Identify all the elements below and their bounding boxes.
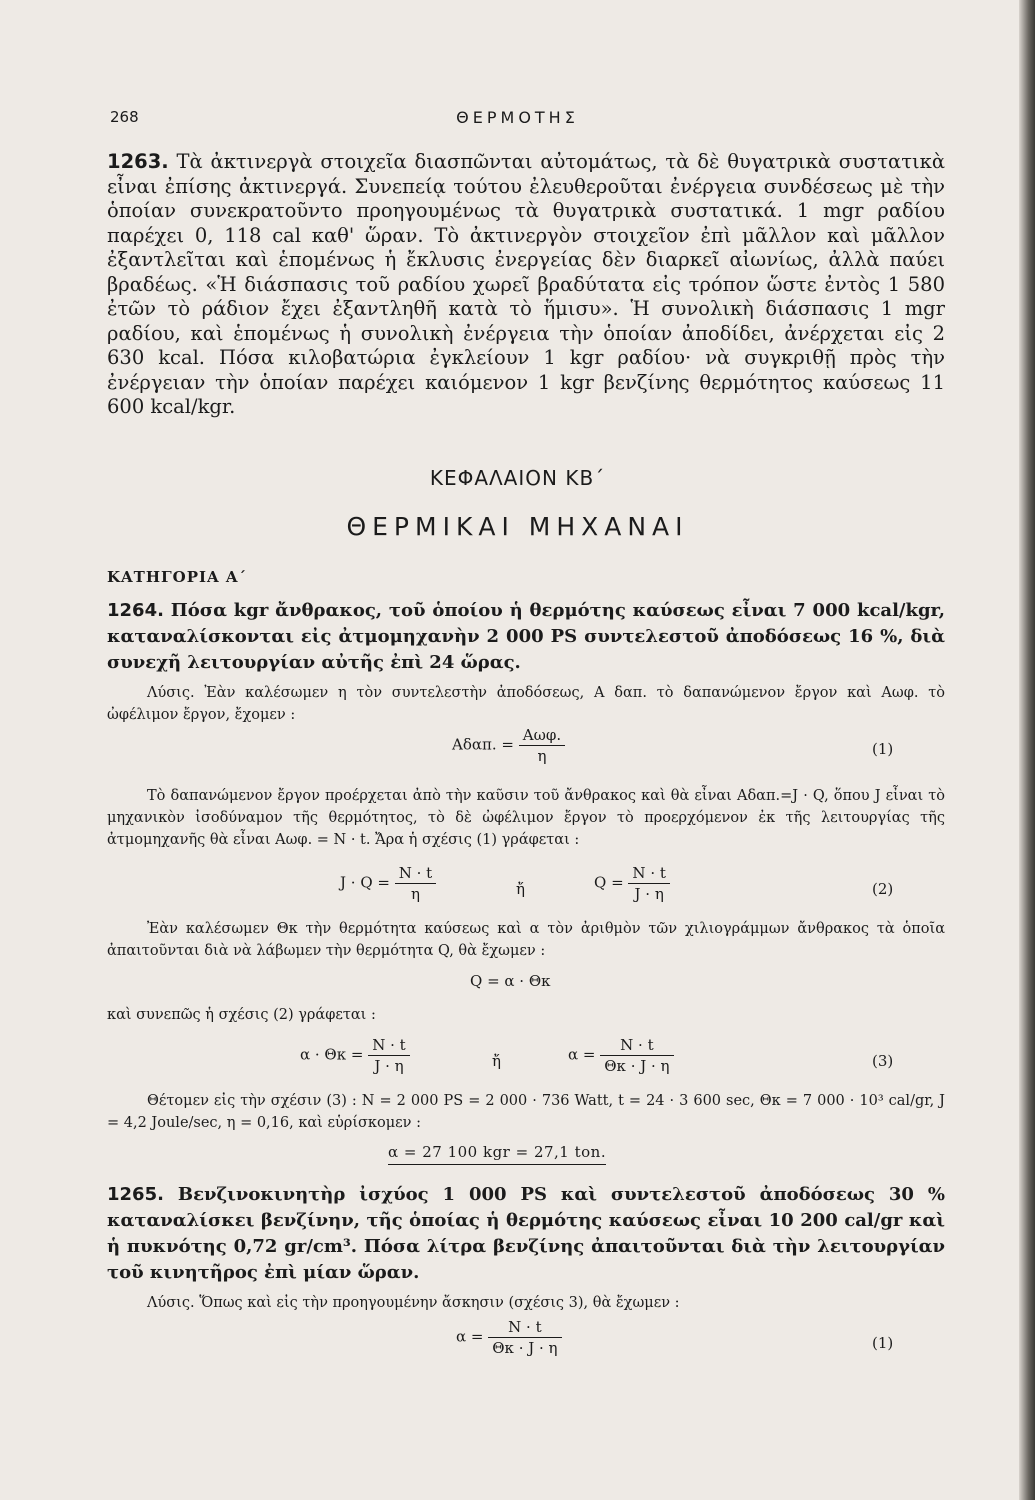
- exercise-1263: [107, 150, 945, 420]
- equation-or: ἤ: [492, 1052, 501, 1070]
- fraction-denominator: η: [519, 745, 565, 765]
- solution-text: Ἐὰν καλέσωμεν η τὸν συντελεστὴν ἀποδόσεως, A δαπ. τὸ δαπανώμενον ἔργον καὶ Aωφ. τὸ ὠφέλιμον ἔργον, ἔχομεν :: [107, 685, 946, 723]
- solution-text: καὶ συνεπῶς ἡ σχέσις (2) γράφεται :: [107, 1007, 376, 1023]
- equation-number: (1): [872, 740, 894, 758]
- fraction-numerator: N · t: [398, 864, 433, 882]
- equation-fraction: [368, 1036, 409, 1075]
- fraction-denominator: J · η: [628, 883, 669, 903]
- equation-lhs: α =: [568, 1045, 596, 1064]
- fraction-numerator: Aωφ.: [522, 726, 562, 744]
- equation-fraction: [519, 726, 565, 765]
- solution-text: Θέτομεν εἰς τὴν σχέσιν (3) : N = 2 000 PS = 2 000 · 736 Watt, t = 24 · 3 600 sec, Θκ = 7 000 · 10³ cal/gr, J = 4,2 Joule/sec, η = 0,16, καὶ εὑρίσκομεν :: [107, 1093, 945, 1131]
- solution-1264-intro: [107, 682, 945, 726]
- equation-number: (1): [872, 1334, 894, 1352]
- exercise-text: Τὰ ἀκτινεργὰ στοιχεῖα διασπῶνται αὐτομάτως, τὰ δὲ θυγατρικὰ συστατικὰ εἶναι ἐπίσης ἀκτινεργά. Συνεπείᾳ τούτου ἐλευθεροῦται ἐνέργεια συνδέσεως μὲ τὴν ὁποίαν συνεκρατοῦντο προηγουμένως τὰ θυγατρικὰ συστατικά. 1 mgr ραδίου παρέχει 0, 118 cal καθ' ὥραν. Τὸ ἀκτινεργὸν στοιχεῖον ἐπὶ μᾶλλον καὶ μᾶλλον ἐξαντλεῖται καὶ ἑπομένως ἡ ἔκλυσις ἐνεργείας δὲν διαρκεῖ αἰωνίως, ἀλλὰ παύει βραδέως. «Ἡ διάσπασις τοῦ ραδίου χωρεῖ βραδύτατα εἰς τρόπον ὥστε ἐντὸς 1 580 ἐτῶν τὸ ράδιον ἔχει ἐξαντληθῆ κατὰ τὸ ἥμισυ». Ἡ συνολικὴ διάσπασις 1 mgr ραδίου, καὶ ἑπομένως ἡ συνολικὴ ἐνέργεια τὴν ὁποίαν ἀποδίδει, ἀνέρχεται εἰς 2 630 kcal. Πόσα κιλοβατώρια ἐγκλείουν 1 kgr ραδίου· νὰ συγκριθῇ πρὸς τὴν ἐνέργειαν τὴν ὁποίαν παρέχει καιόμενον 1 kgr βενζίνης θερμότητος καύσεως 11 600 kcal/kgr.: [107, 150, 945, 418]
- equation-2b: [594, 864, 670, 903]
- exercise-text: Βενζινοκινητὴρ ἰσχύος 1 000 PS καὶ συντελεστοῦ ἀποδόσεως 30 % καταναλίσκει βενζίνην, τῆς ὁποίας ἡ θερμότης καύσεως εἶναι 10 200 cal/gr καὶ ἡ πυκνότης 0,72 gr/cm³. Πόσα λίτρα βενζίνης ἀπαιτοῦνται διὰ τὴν λειτουργίαν τοῦ κινητῆρος ἐπὶ μίαν ὥραν.: [107, 1184, 945, 1283]
- exercise-number: 1264.: [107, 600, 164, 621]
- equation-3b: [568, 1036, 674, 1075]
- solution-1264-step-2: [107, 785, 945, 851]
- solution-text: Ὅπως καὶ εἰς τὴν προηγουμένην ἄσκησιν (σχέσις 3), θὰ ἔχωμεν :: [199, 1295, 680, 1311]
- exercise-number: 1265.: [107, 1184, 164, 1205]
- fraction-numerator: N · t: [632, 864, 666, 882]
- solution-text: Τὸ δαπανώμενον ἔργον προέρχεται ἀπὸ τὴν καῦσιν τοῦ ἄνθρακος καὶ θὰ εἶναι Aδαπ.=J · Q, ὅπου J εἶναι τὸ μηχανικὸν ἰσοδύναμον τῆς θερμότητος, τὸ δὲ ὠφέλιμον ἔργον τὸ προερχόμενον ἐκ τῆς λειτουργίας τῆς ἀτμομηχανῆς θὰ εἶναι Aωφ. = N · t. Ἄρα ἡ σχέσις (1) γράφεται :: [107, 788, 945, 848]
- solution-1265-intro: [107, 1292, 945, 1314]
- equation-1: [452, 726, 565, 765]
- result-1264: α = 27 100 kgr = 27,1 ton.: [388, 1143, 606, 1165]
- exercise-1265: [107, 1182, 945, 1286]
- equation-fraction: [395, 864, 436, 903]
- page-binding-shadow: [1019, 0, 1035, 1500]
- fraction-denominator: η: [395, 883, 436, 903]
- solution-text: Ἐὰν καλέσωμεν Θκ τὴν θερμότητα καύσεως καὶ α τὸν ἀριθμὸν τῶν χιλιογράμμων ἄνθρακος τὰ ὁποῖα ἀπαιτοῦνται διὰ νὰ λάβωμεν τὴν θερμότητα Q, θὰ ἔχωμεν :: [107, 921, 945, 959]
- solution-label: Λύσις.: [147, 685, 195, 701]
- equation-2a: [340, 864, 436, 903]
- exercise-number: 1263.: [107, 150, 169, 173]
- solution-1264-step-3: [107, 918, 945, 962]
- equation-number: (3): [872, 1052, 894, 1070]
- fraction-denominator: Θκ · J · η: [600, 1055, 673, 1075]
- equation-lhs: Q =: [594, 873, 624, 892]
- fraction-numerator: N · t: [372, 1036, 406, 1054]
- chapter-label: ΚΕΦΑΛΑΙΟΝ ΚΒ΄: [429, 466, 606, 490]
- equation-lhs: Aδαπ.: [452, 735, 497, 754]
- fraction-numerator: N · t: [620, 1036, 654, 1054]
- equation-number: (2): [872, 880, 894, 898]
- equation-lhs: α · Θκ =: [300, 1045, 364, 1064]
- equation-fraction: [600, 1036, 673, 1075]
- solution-1264-step-4: [107, 1004, 945, 1026]
- equation-3a: [300, 1036, 410, 1075]
- exercise-text: Πόσα kgr ἄνθρακος, τοῦ ὁποίου ἡ θερμότης καύσεως εἶναι 7 000 kcal/kgr, καταναλίσκονται εἰς ἀτμομηχανὴν 2 000 PS συντελεστοῦ ἀποδόσεως 16 %, διὰ συνεχῆ λειτουργίαν αὐτῆς ἐπὶ 24 ὥρας.: [107, 600, 945, 673]
- fraction-denominator: J · η: [368, 1055, 409, 1075]
- page-number: 268: [110, 108, 139, 126]
- equation-fraction: [628, 864, 669, 903]
- equation-or: ἤ: [516, 880, 525, 898]
- solution-1264-step-5: [107, 1090, 945, 1134]
- equation-lhs: J · Q =: [340, 873, 390, 892]
- exercise-1264: [107, 598, 945, 676]
- fraction-numerator: N · t: [508, 1318, 542, 1336]
- category-label: ΚΑΤΗΓΟΡΙΑ Α΄: [107, 568, 248, 586]
- chapter-title: ΘΕΡΜΙΚΑΙ ΜΗΧΑΝΑΙ: [346, 512, 689, 541]
- fraction-denominator: Θκ · J · η: [488, 1337, 561, 1357]
- equation-fraction: [488, 1318, 561, 1357]
- running-title: ΘΕΡΜΟΤΗΣ: [456, 108, 579, 127]
- solution-label: Λύσις.: [147, 1295, 195, 1311]
- equation-lhs: α =: [456, 1327, 484, 1346]
- equation-q: Q = α · Θκ: [470, 972, 551, 990]
- equation-sign: =: [501, 735, 514, 754]
- equation-1265-1: [456, 1318, 562, 1357]
